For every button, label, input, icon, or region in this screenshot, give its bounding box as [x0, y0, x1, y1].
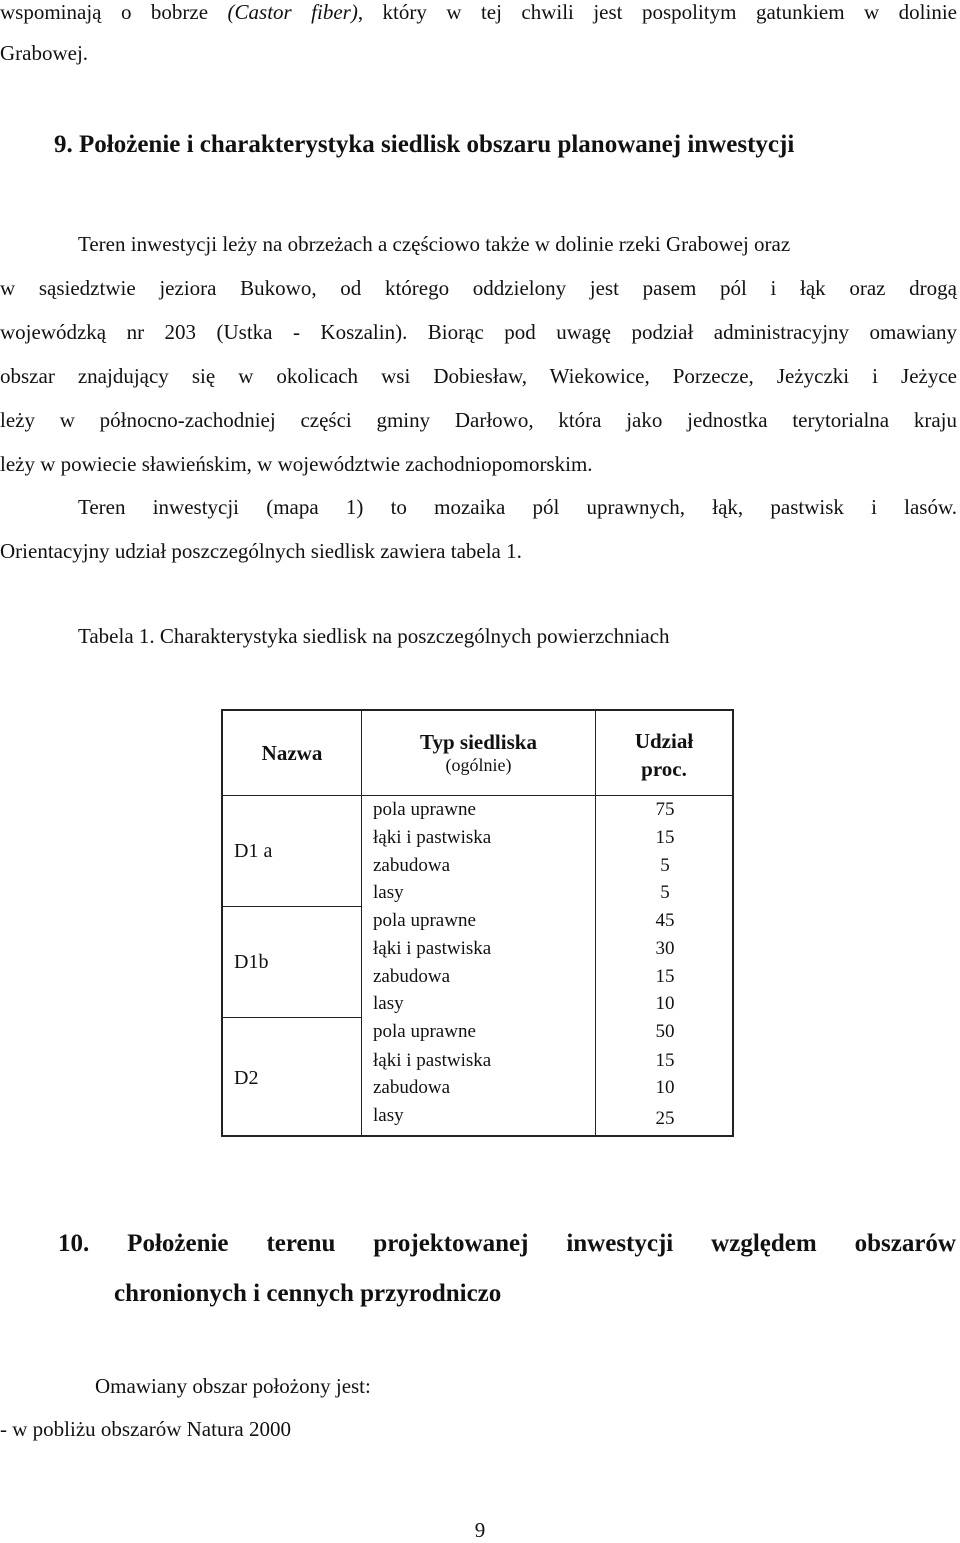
header-name: Nazwa — [261, 741, 323, 765]
paragraph-line: Teren inwestycji (mapa 1) to mozaika pól uprawnych, łąk, pastwisk i lasów. — [78, 495, 957, 519]
habitat-share: 15 — [655, 1050, 675, 1071]
habitat-type: zabudowa — [373, 966, 451, 987]
habitat-type: pola uprawne — [373, 1021, 476, 1042]
habitat-share: 75 — [655, 799, 675, 820]
intro-latin-name: (Castor fiber) — [227, 0, 358, 24]
paragraph-line: Orientacyjny udział poszczególnych siedlisk zawiera tabela 1. — [0, 539, 522, 563]
habitat-type: łąki i pastwiska — [373, 938, 492, 959]
section-10-heading-line1: 10. Położenie terenu projektowanej inwestycji względem obszarów — [58, 1230, 956, 1257]
habitat-share: 5 — [660, 855, 670, 876]
header-share-line1: Udział — [634, 729, 694, 753]
paragraph-line: leży w powiecie sławieńskim, w województwie zachodniopomorskim. — [0, 452, 593, 476]
table-divider — [223, 906, 361, 907]
habitat-share: 25 — [655, 1108, 675, 1129]
paragraph-line: wojewódzką nr 203 (Ustka - Koszalin). Biorąc pod uwagę podział administracyjny omawiany — [0, 320, 957, 344]
habitat-type: lasy — [373, 1105, 404, 1126]
habitat-type: zabudowa — [373, 1077, 451, 1098]
header-share-line2: proc. — [641, 757, 687, 781]
habitat-share: 15 — [655, 827, 675, 848]
intro-text: wspominają o bobrze — [0, 0, 228, 24]
section-9-heading: 9. Położenie i charakterystyka siedlisk obszaru planowanej inwestycji — [54, 131, 795, 158]
habitat-type: łąki i pastwiska — [373, 827, 492, 848]
intro-line-2: Grabowej. — [0, 41, 89, 65]
paragraph-line: w sąsiedztwie jeziora Bukowo, od którego oddzielony jest pasem pól i łąk oraz drogą — [0, 276, 957, 300]
habitat-share: 50 — [655, 1021, 675, 1042]
intro-text-cont: , który w tej chwili jest pospolitym gatunkiem w dolinie — [357, 0, 957, 24]
section-10-paragraph: Omawiany obszar położony jest: — [95, 1374, 371, 1398]
habitat-type: pola uprawne — [373, 799, 476, 820]
habitat-table — [221, 709, 734, 1137]
header-share — [596, 727, 732, 783]
habitat-share: 10 — [655, 993, 675, 1014]
habitat-share: 45 — [655, 910, 675, 931]
section-10-list-item: - w pobliżu obszarów Natura 2000 — [0, 1417, 292, 1441]
habitat-type: lasy — [373, 882, 404, 903]
habitat-type: pola uprawne — [373, 910, 476, 931]
habitat-type: lasy — [373, 993, 404, 1014]
header-type-label: Typ siedliska — [420, 730, 537, 754]
table-divider — [223, 1017, 361, 1018]
paragraph-line: leży w północno-zachodniej części gminy Darłowo, która jako jednostka terytorialna kraju — [0, 408, 957, 432]
paragraph-line: Teren inwestycji leży na obrzeżach a częściowo także w dolinie rzeki Grabowej oraz — [78, 232, 791, 256]
habitat-type: zabudowa — [373, 855, 451, 876]
group-name: D2 — [234, 1067, 259, 1089]
habitat-share: 10 — [655, 1077, 675, 1098]
group-name: D1b — [234, 951, 269, 973]
group-name: D1 a — [234, 840, 273, 862]
header-type — [362, 730, 595, 776]
intro-line-1 — [0, 0, 957, 24]
page-number: 9 — [474, 1518, 486, 1542]
table-caption: Tabela 1. Charakterystyka siedlisk na poszczególnych powierzchniach — [78, 624, 670, 648]
habitat-share: 5 — [660, 882, 670, 903]
section-10-heading-line2: chronionych i cennych przyrodniczo — [114, 1280, 502, 1307]
habitat-share: 30 — [655, 938, 675, 959]
habitat-share: 15 — [655, 966, 675, 987]
paragraph-line: obszar znajdujący się w okolicach wsi Dobiesław, Wiekowice, Porzecze, Jeżyczki i Jeżyce — [0, 364, 957, 388]
table-divider — [223, 795, 732, 796]
habitat-type: łąki i pastwiska — [373, 1050, 492, 1071]
header-type-sub: (ogólnie) — [445, 755, 512, 775]
